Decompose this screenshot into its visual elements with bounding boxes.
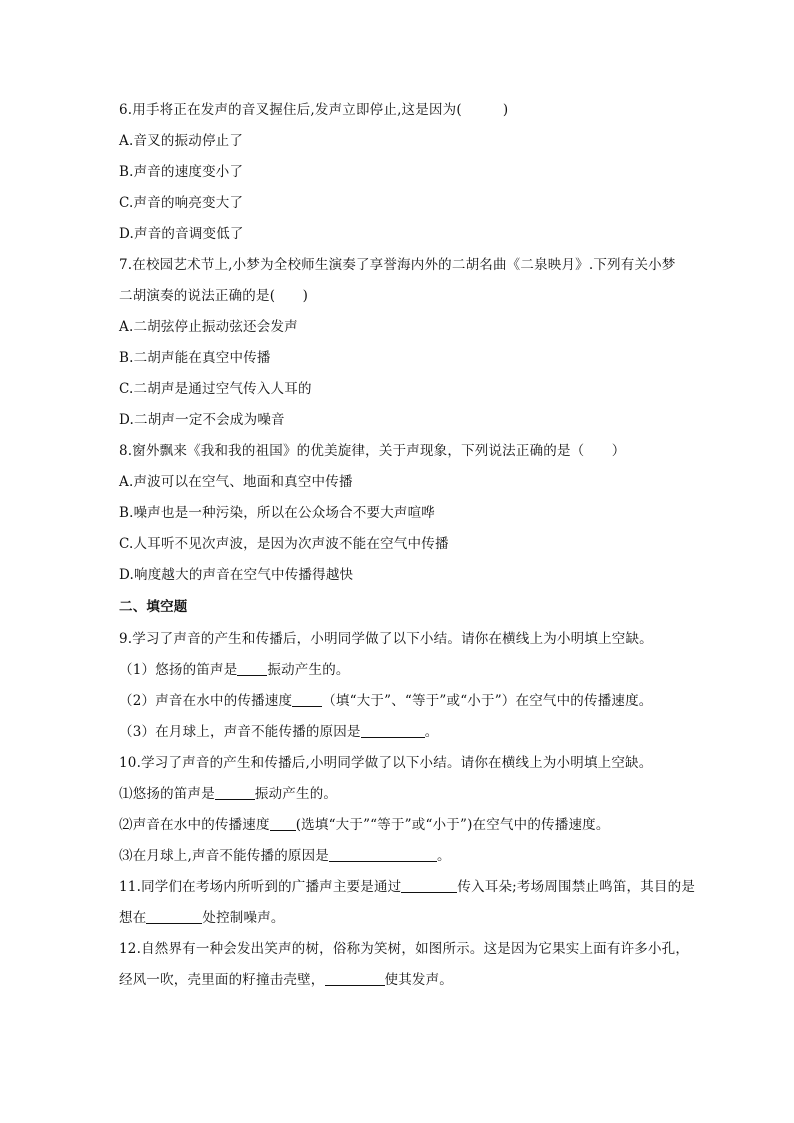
answer-blank[interactable]	[361, 723, 425, 738]
question-9-part-3-before: （3）在月球上，声音不能传播的原因是	[119, 724, 361, 740]
question-9-part-3-after: 。	[424, 724, 439, 740]
answer-blank[interactable]	[325, 971, 385, 986]
answer-blank[interactable]	[270, 816, 296, 831]
question-9-part-1-before: （1）悠扬的笛声是	[119, 662, 238, 678]
question-6-option-b: B.声音的速度变小了	[119, 164, 244, 180]
question-11-line1-before: 11.同学们在考场内所听到的广播声主要是通过	[119, 879, 402, 895]
answer-blank[interactable]	[292, 692, 322, 707]
question-10-part-2	[119, 815, 714, 835]
answer-blank[interactable]	[146, 909, 202, 924]
question-12-line1: 12.自然界有一种会发出笑声的树，俗称为笑树，如图所示。这是因为它果实上面有许多小孔，	[119, 941, 690, 957]
question-10-part-2-after: (选填“大于”“等于”或“小于”)在空气中的传播速度。	[295, 817, 610, 833]
answer-blank[interactable]	[215, 785, 255, 800]
question-11-line1	[119, 877, 714, 897]
question-9-part-2	[119, 691, 714, 711]
question-9-part-3	[119, 722, 714, 742]
question-7-option-b: B.二胡声能在真空中传播	[119, 350, 271, 366]
question-6-option-d: D.声音的音调变低了	[119, 226, 244, 242]
question-10-part-3-after: 。	[437, 848, 451, 864]
answer-blank[interactable]	[329, 847, 437, 862]
question-10-part-3	[119, 846, 714, 866]
section-heading-fill-in: 二、填空题	[119, 599, 188, 615]
question-12-line2	[119, 970, 714, 990]
question-7-stem-line2: 二胡演奏的说法正确的是( )	[119, 288, 309, 304]
question-8-stem: 8.窗外飘来《我和我的祖国》的优美旋律，关于声现象，下列说法正确的是（ ）	[119, 443, 626, 459]
question-9-part-2-before: （2）声音在水中的传播速度	[119, 693, 293, 709]
question-9-part-1	[119, 660, 714, 680]
question-10-stem: 10.学习了声音的产生和传播后,小明同学做了以下小结。请你在横线上为小明填上空缺。	[119, 755, 653, 771]
question-8-option-c: C.人耳听不见次声波，是因为次声波不能在空气中传播	[119, 536, 449, 552]
question-10-part-1-before: ⑴悠扬的笛声是	[119, 786, 215, 802]
answer-blank[interactable]	[237, 661, 267, 676]
question-9-stem: 9.学习了声音的产生和传播后，小明同学做了以下小结。请你在横线上为小明填上空缺。	[119, 631, 653, 647]
question-11-line2-before: 想在	[119, 910, 147, 926]
question-6-stem: 6.用手将正在发声的音叉握住后,发声立即停止,这是因为( )	[119, 102, 509, 118]
question-7-option-d: D.二胡声一定不会成为噪音	[119, 412, 285, 428]
question-8-option-a: A.声波可以在空气、地面和真空中传播	[119, 474, 353, 490]
question-9-part-1-after: 振动产生的。	[267, 662, 350, 678]
question-12-line2-before: 经风一吹，壳里面的籽撞击壳壁，	[119, 972, 325, 988]
question-6-option-a: A.音叉的振动停止了	[119, 133, 244, 149]
question-10-part-1	[119, 784, 714, 804]
question-8-option-b: B.噪声也是一种污染，所以在公众场合不要大声喧哗	[119, 505, 436, 521]
question-10-part-3-before: ⑶在月球上,声音不能传播的原因是	[119, 848, 329, 864]
question-11-line2	[119, 908, 714, 928]
question-7-stem-line1: 7.在校园艺术节上,小梦为全校师生演奏了享誉海内外的二胡名曲《二泉映月》.下列有关小梦	[119, 257, 676, 273]
question-11-line2-after: 处控制噪声。	[202, 910, 285, 926]
answer-blank[interactable]	[401, 878, 457, 893]
question-11-line1-after: 传入耳朵;考场周围禁止鸣笛，其目的是	[457, 879, 696, 895]
question-10-part-2-before: ⑵声音在水中的传播速度	[119, 817, 270, 833]
question-12-line2-after: 使其发声。	[384, 972, 453, 988]
question-9-part-2-after: （填“大于”、“等于”或“小于”）在空气中的传播速度。	[322, 693, 653, 709]
question-7-option-c: C.二胡声是通过空气传入人耳的	[119, 381, 312, 397]
question-10-part-1-after: 振动产生的。	[254, 786, 338, 802]
question-8-option-d: D.响度越大的声音在空气中传播得越快	[119, 567, 354, 583]
question-6-option-c: C.声音的响亮变大了	[119, 195, 244, 211]
question-7-option-a: A.二胡弦停止振动弦还会发声	[119, 319, 298, 335]
